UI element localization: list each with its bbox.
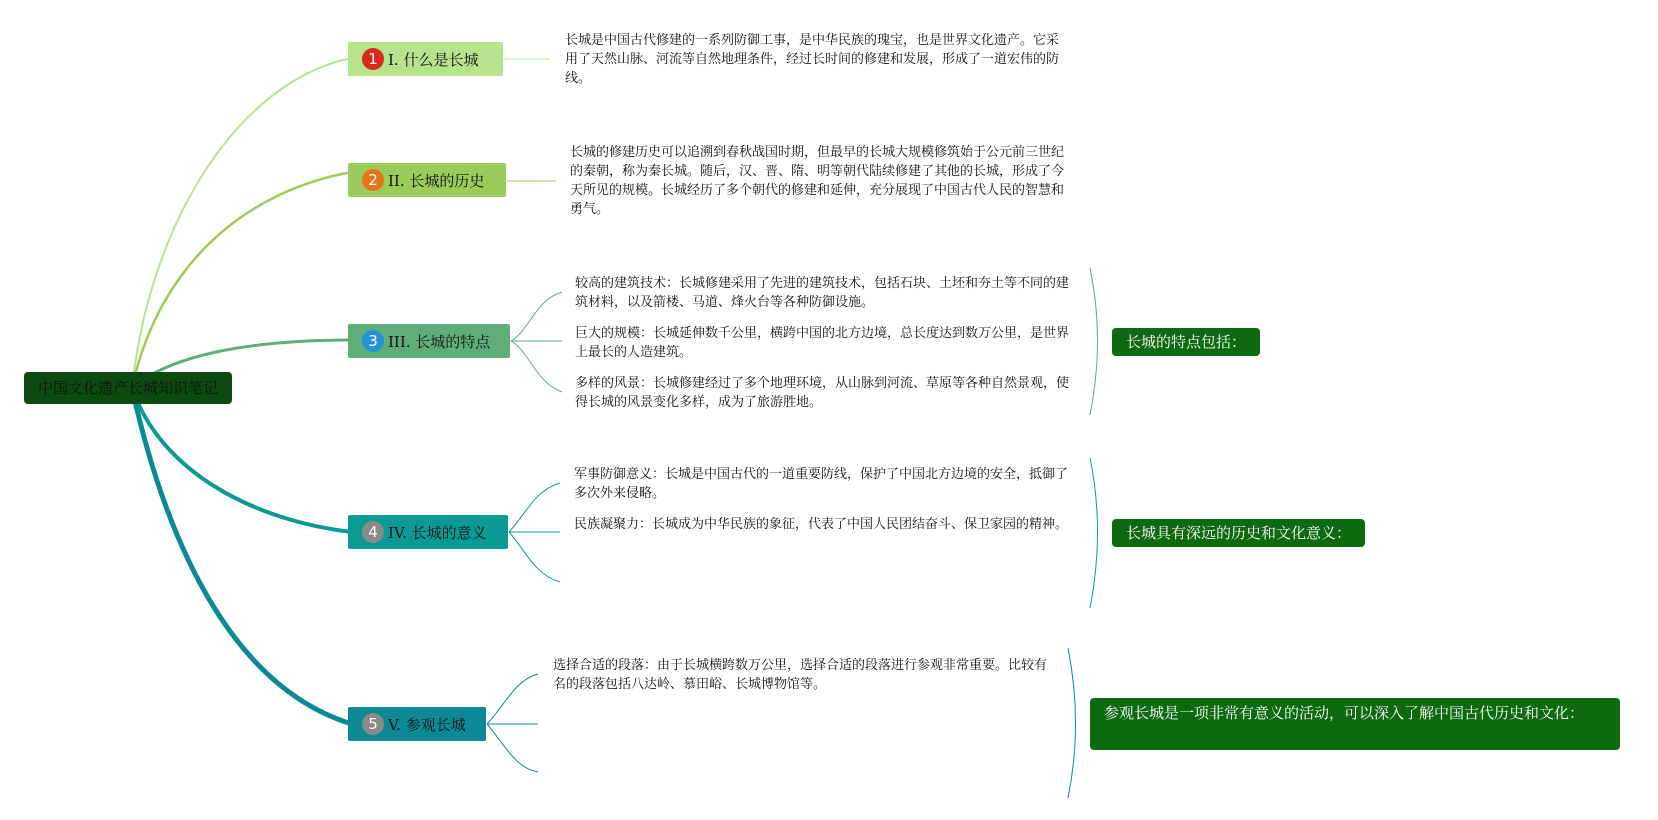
branch-3-label: III. 长城的特点 <box>388 332 491 351</box>
note-branch-4-item-2: 民族凝聚力：长城成为中华民族的象征，代表了中国人民团结奋斗、保卫家园的精神。 <box>574 517 1069 532</box>
note-branch-1: 长城是中国古代修建的一系列防御工事，是中华民族的瑰宝，也是世界文化遗产。它采用了天然山脉、河流等自然地理条件，经过长时间的修建和发展，形成了一道宏伟的防线。 <box>565 33 1060 86</box>
number-badge-1: 1 <box>362 48 384 70</box>
note-branch-5-item-1: 选择合适的段落：由于长城横跨数万公里，选择合适的段落进行参观非常重要。比较有名的段落包括八达岭、慕田峪、长城博物馆等。 <box>553 658 1048 692</box>
note-branch-2: 长城的修建历史可以追溯到春秋战国时期，但最早的长城大规模修筑始于公元前三世纪的秦朝，称为秦长城。随后，汉、晋、隋、明等朝代陆续修建了其他的长城，形成了今天所见的规模。长城经历了多个朝代的修建和延伸，充分展现了中国古代人民的智慧和勇气。 <box>570 145 1065 217</box>
branch-5-visiting[interactable] <box>348 707 486 741</box>
summary-branch-5[interactable]: 参观长城是一项非常有意义的活动，可以深入了解中国古代历史和文化： <box>1090 698 1620 750</box>
link-branch-4-note-1 <box>509 483 560 532</box>
number-badge-3: 3 <box>362 330 384 352</box>
link-branch-5-note-1 <box>487 674 538 724</box>
summary-branch-3[interactable]: 长城的特点包括： <box>1112 328 1260 356</box>
link-branch-4-note-3 <box>509 532 560 582</box>
root-topic[interactable]: 中国文化遗产长城知识笔记 <box>24 372 232 404</box>
branch-2-label: II. 长城的历史 <box>388 171 485 190</box>
summary-branch-4[interactable]: 长城具有深远的历史和文化意义： <box>1112 519 1365 547</box>
number-badge-5: 5 <box>362 713 384 735</box>
note-branch-3-item-3: 多样的风景：长城修建经过了多个地理环境，从山脉到河流、草原等各种自然景观，使得长城的风景变化多样，成为了旅游胜地。 <box>575 376 1070 410</box>
branch-1-label: I. 什么是长城 <box>388 50 479 69</box>
link-root-branch-2 <box>132 172 352 388</box>
branch-2-history[interactable] <box>348 163 506 197</box>
link-branch-3-note-1 <box>511 292 562 341</box>
link-branch-3-note-3 <box>511 341 562 392</box>
summary-bracket-4 <box>1090 458 1098 608</box>
number-badge-2: 2 <box>362 169 384 191</box>
number-badge-4: 4 <box>362 521 384 543</box>
note-branch-3-item-1: 较高的建筑技术：长城修建采用了先进的建筑技术，包括石块、土坯和夯土等不同的建筑材料，以及箭楼、马道、烽火台等各种防御设施。 <box>575 276 1070 310</box>
branch-5-label: V. 参观长城 <box>388 715 466 734</box>
note-branch-3-item-2: 巨大的规模：长城延伸数千公里，横跨中国的北方边境，总长度达到数万公里，是世界上最长的人造建筑。 <box>575 326 1070 360</box>
link-root-branch-1 <box>132 58 352 388</box>
link-root-branch-5 <box>132 388 352 724</box>
branch-1-what-is-great-wall[interactable] <box>348 42 503 76</box>
branch-3-features[interactable] <box>348 324 510 358</box>
summary-bracket-3 <box>1090 268 1098 415</box>
summary-bracket-5 <box>1068 648 1076 798</box>
note-branch-4-item-1: 军事防御意义：长城是中国古代的一道重要防线，保护了中国北方边境的安全，抵御了多次外来侵略。 <box>574 467 1069 501</box>
link-branch-5-note-3 <box>487 724 538 772</box>
branch-4-significance[interactable] <box>348 515 508 549</box>
branch-4-label: IV. 长城的意义 <box>388 523 487 542</box>
